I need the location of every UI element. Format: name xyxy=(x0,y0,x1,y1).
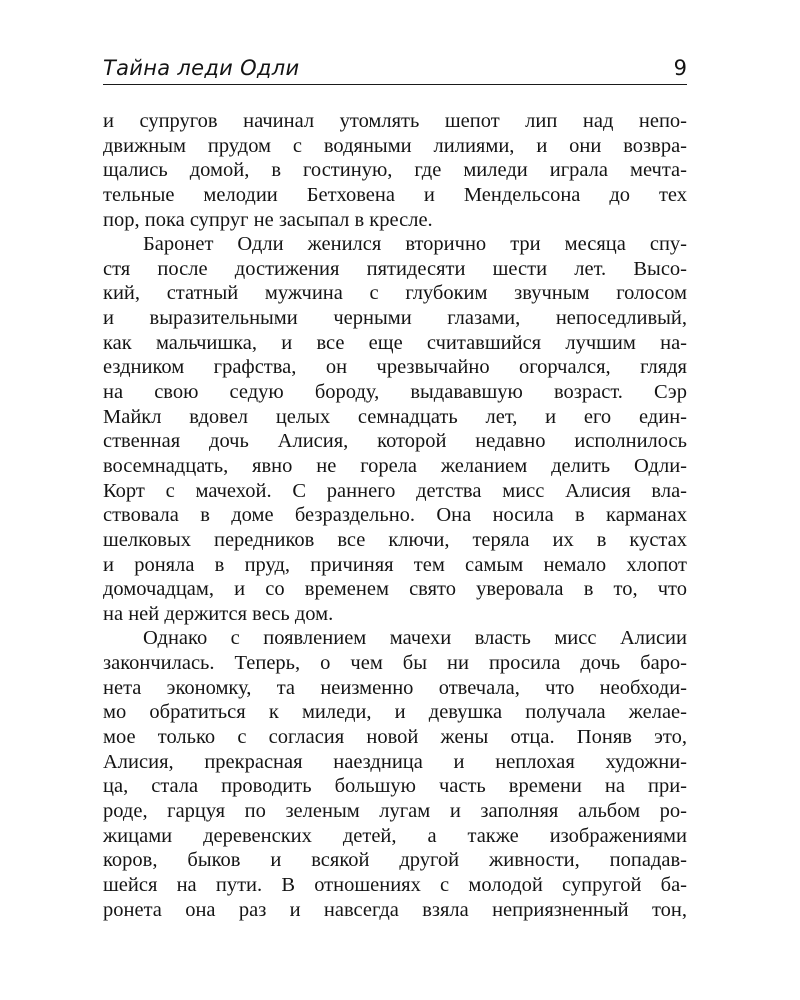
text-line: и супругов начинал утомлять шепот лип над непо- xyxy=(103,110,687,132)
text-line: мо обратиться к миледи, и девушка получала желае- xyxy=(103,701,687,724)
text-line: Алисия, прекрасная наездница и неплохая художни- xyxy=(103,750,687,773)
text-line: и роняла в пруд, причиняя тем самым немало хлопот xyxy=(103,553,687,576)
text-line: пор, пока супруг не засыпал в кресле. xyxy=(103,208,433,231)
text-line: роде, гарцуя по зеленым лугам и заполняя альбом ро- xyxy=(103,799,687,822)
text-line: ронета она раз и навсегда взяла неприязненный тон, xyxy=(103,898,687,921)
text-line: коров, быков и всякой другой живности, попадав- xyxy=(103,849,687,872)
paragraph xyxy=(103,109,687,232)
text-line: мое только с согласия новой жены отца. Поняв это, xyxy=(103,726,687,749)
book-title: Тайна леди Одли xyxy=(103,56,300,80)
text-line: домочадцам, и со временем свято уверовала в то, что xyxy=(103,578,687,601)
text-line: шейся на пути. В отношениях с молодой супругой ба- xyxy=(103,873,687,896)
text-line: ца, стала проводить большую часть времени на при- xyxy=(103,775,687,798)
page-number: 9 xyxy=(673,56,687,80)
text-line: жицами деревенских детей, а также изображениями xyxy=(103,824,687,847)
text-line: Однако с появлением мачехи власть мисс Алисии xyxy=(143,627,687,650)
text-line: стя после достижения пятидесяти шести лет. Высо- xyxy=(103,257,687,280)
text-line: шелковых передников все ключи, теряла их в кустах xyxy=(103,528,687,551)
text-line: ездником графства, он чрезвычайно огорчался, глядя xyxy=(103,356,687,379)
text-line: Корт с мачехой. С раннего детства мисс Алисия вла- xyxy=(103,479,687,502)
text-line: восемнадцать, явно не горела желанием делить Одли- xyxy=(103,454,687,477)
text-line: ствовала в доме безраздельно. Она носила в карманах xyxy=(103,504,687,527)
text-line: Баронет Одли женился вторично три месяца спу- xyxy=(143,233,687,256)
text-line: и выразительными черными глазами, непоседливый, xyxy=(103,307,687,330)
text-line: движным прудом с водяными лилиями, и они возвра- xyxy=(103,134,687,157)
header-rule xyxy=(103,84,687,85)
text-line: ственная дочь Алисия, которой недавно исполнилось xyxy=(103,430,687,453)
running-header xyxy=(103,51,687,87)
text-line: на ней держится весь дом. xyxy=(103,602,334,625)
text-line: нета экономку, та неизменно отвечала, что необходи- xyxy=(103,676,687,699)
text-line: кий, статный мужчина с глубоким звучным голосом xyxy=(103,282,687,305)
text-line: как мальчишка, и все еще считавшийся лучшим на- xyxy=(103,331,687,354)
text-line: тельные мелодии Бетховена и Мендельсона до тех xyxy=(103,183,687,206)
paragraph xyxy=(103,626,687,922)
text-line: Майкл вдовел целых семнадцать лет, и его един- xyxy=(103,405,687,428)
text-line: на свою седую бороду, выдававшую возраст. Сэр xyxy=(103,381,687,404)
text-line: закончилась. Теперь, о чем бы ни просила дочь баро- xyxy=(103,652,687,675)
text-line: щались домой, в гостиную, где миледи играла мечта- xyxy=(103,159,687,182)
body-text xyxy=(103,109,687,922)
paragraph xyxy=(103,232,687,626)
